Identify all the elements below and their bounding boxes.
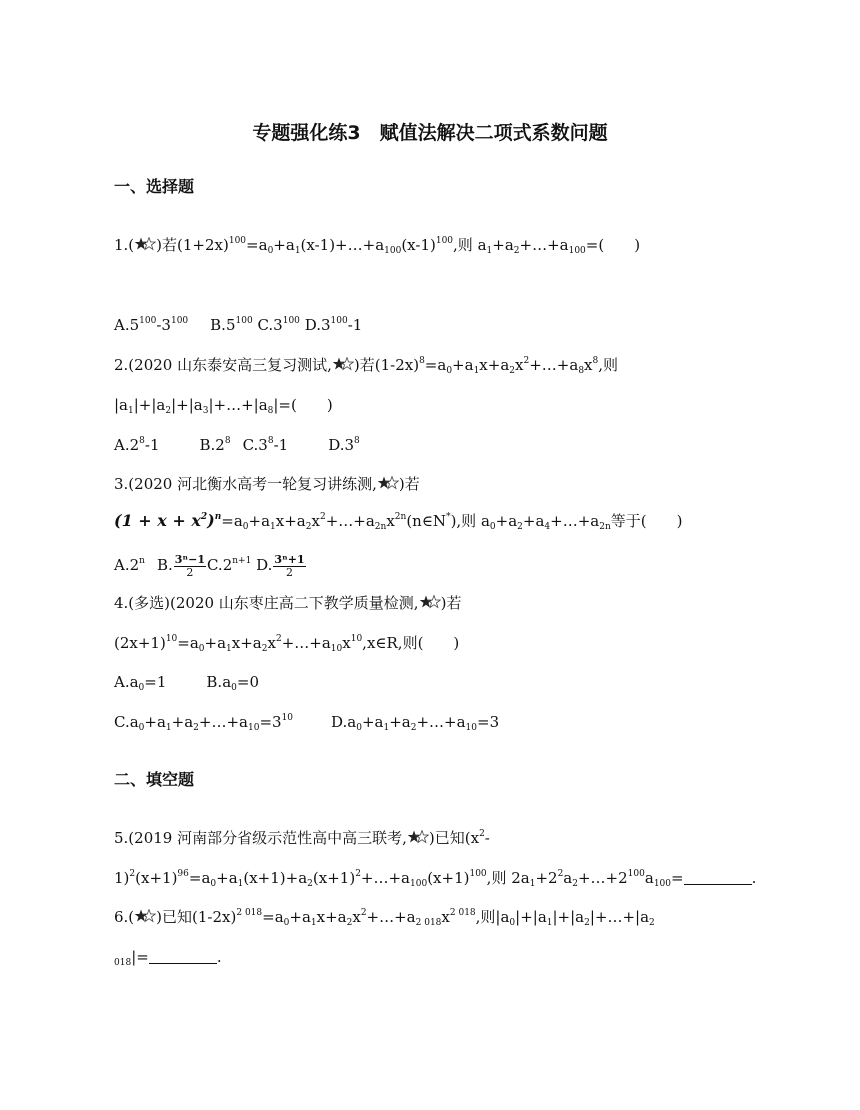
sub: 1: [529, 879, 536, 889]
q-text: +…+a: [366, 908, 416, 926]
q-text: (x+1): [427, 869, 470, 887]
q-text: =a: [262, 908, 284, 926]
section-heading-choice: 一、选择题: [114, 177, 195, 196]
q-text: ,则|a: [475, 908, 510, 926]
question-4-line-2: [114, 634, 459, 652]
difficulty-star-icon: [377, 476, 399, 490]
numerator: 3ⁿ+1: [274, 552, 305, 566]
exp: *: [446, 512, 451, 522]
sub: 2: [346, 918, 353, 928]
q-text: x: [515, 356, 524, 374]
answer-blank[interactable]: [684, 870, 752, 885]
q-text: +a: [492, 236, 514, 254]
opt-text: A.2: [114, 436, 140, 454]
question-number: 1.(: [114, 236, 135, 254]
sub: 1: [294, 246, 301, 256]
sub: 2: [572, 879, 578, 889]
question-number: 5.(2019 河南部分省级示范性高中高三联考,: [114, 829, 407, 847]
exp: 2: [200, 512, 208, 522]
question-6-line-2: [114, 948, 222, 966]
q-text: |+|a: [515, 908, 547, 926]
opt-text: +a: [144, 713, 166, 731]
sub: 2: [307, 879, 313, 889]
sub: 2: [410, 723, 417, 733]
q-text: x: [386, 512, 395, 530]
q-text: (1-2x): [192, 908, 237, 926]
exp: 8: [224, 436, 231, 446]
q-text: (x+1): [312, 869, 356, 887]
sub: 8: [578, 366, 585, 376]
q-text: +a: [495, 512, 518, 530]
q-text: +…+a: [325, 512, 375, 530]
opt-text: C.3: [242, 436, 268, 454]
q-text: +…+a: [529, 356, 579, 374]
option-b[interactable]: [200, 436, 231, 454]
q-text: ,则 a: [453, 236, 487, 254]
question-4-options-2: [114, 713, 499, 731]
question-number: 3.(2020 河北衡水高考一轮复习讲练测,: [114, 475, 377, 493]
q-text: +a: [522, 512, 545, 530]
sub: 2: [261, 644, 268, 654]
exp: 10: [350, 634, 363, 644]
section-heading-fill: 二、填空题: [114, 770, 195, 789]
q-text: )已知(x: [428, 829, 480, 847]
sub: 0: [509, 918, 516, 928]
q-text: +a: [273, 236, 295, 254]
sub: 1: [310, 918, 317, 928]
sub: 100: [653, 879, 671, 889]
sub: 2: [509, 366, 516, 376]
option-c[interactable]: [114, 713, 293, 731]
denominator: 2: [285, 565, 293, 579]
q-text: (2x+1): [114, 634, 166, 652]
question-2-line-2: [114, 396, 333, 414]
opt-text: +…+a: [416, 713, 466, 731]
sub: 2: [165, 406, 172, 416]
exp: 100: [282, 316, 300, 326]
sub: 0: [283, 918, 290, 928]
q-text: ,则 2a: [486, 869, 530, 887]
sub: 0: [489, 522, 496, 532]
sub: 0: [242, 522, 249, 532]
q-text: x: [441, 908, 450, 926]
q-text: x: [352, 908, 361, 926]
fraction: [273, 554, 305, 579]
exp: 100: [139, 316, 157, 326]
q-text: |+…+|a: [589, 908, 650, 926]
exp: n: [214, 512, 222, 522]
opt-text: B.a: [206, 673, 232, 691]
q-text: =a: [246, 236, 268, 254]
difficulty-star-icon: [134, 909, 156, 923]
sub: 2 018: [415, 918, 442, 928]
opt-text: -1: [273, 436, 289, 454]
exp: n+1: [232, 556, 252, 566]
question-number: 2.(2020 山东泰安高三复习测试,: [114, 356, 332, 374]
exp: 8: [139, 436, 145, 446]
q-text: (x+1): [135, 869, 178, 887]
q-text: )若: [398, 475, 420, 493]
question-4: [114, 594, 461, 612]
q-text: |+…+|a: [208, 396, 268, 414]
option-d[interactable]: [331, 713, 499, 731]
option-c[interactable]: [257, 316, 299, 334]
option-b[interactable]: [156, 552, 207, 579]
exp: 2: [479, 829, 485, 839]
exp: 100: [170, 316, 189, 326]
sub: 0: [138, 683, 145, 693]
opt-text: +a: [389, 713, 411, 731]
sub: 1: [546, 918, 553, 928]
opt-text: =1: [144, 673, 167, 691]
opt-text: -1: [144, 436, 160, 454]
difficulty-star-icon: [407, 830, 429, 844]
q-text: =( ): [585, 236, 641, 254]
q-text: +…+a: [281, 634, 331, 652]
exp: 2: [129, 869, 136, 879]
question-1: [114, 236, 640, 254]
q-text: |=( ): [273, 396, 333, 414]
q-text: +2: [535, 869, 558, 887]
q-text: |=: [131, 948, 149, 966]
q-text: =a: [177, 634, 199, 652]
answer-blank[interactable]: [149, 949, 217, 964]
q-text: +…+a: [360, 869, 411, 887]
exp: 2n: [394, 512, 407, 522]
sub: 1: [226, 644, 232, 654]
sub: 10: [247, 723, 260, 733]
q-text: +a: [248, 512, 271, 530]
q-text: 1): [114, 869, 130, 887]
q-text: |+|a: [171, 396, 203, 414]
q-text: (1+2x): [177, 236, 229, 254]
q-text: =a: [221, 512, 243, 530]
exp: 100: [330, 316, 348, 326]
q-text: +…+a: [519, 236, 569, 254]
option-b[interactable]: [206, 673, 259, 691]
sub: 3: [202, 406, 209, 416]
q-text: +a: [216, 869, 238, 887]
sub: 018: [114, 958, 132, 968]
question-5-line-2: [114, 869, 756, 887]
q-text: (n∈N: [406, 512, 447, 530]
exp: 100: [435, 236, 454, 246]
opt-text: +a: [171, 713, 194, 731]
q-text: (1-2x): [374, 356, 420, 374]
opt-text: D.: [256, 556, 273, 574]
opt-text: -3: [156, 316, 171, 334]
opt-text: B.5: [210, 316, 236, 334]
option-d[interactable]: [305, 316, 363, 334]
q-text: =: [671, 869, 684, 887]
opt-text: +…+a: [198, 713, 248, 731]
opt-text: =0: [236, 673, 259, 691]
sub: 10: [465, 723, 477, 733]
sub: 0: [198, 644, 205, 654]
question-4-options-1: [114, 673, 259, 691]
q-text: x: [267, 634, 276, 652]
sub: 1: [165, 723, 172, 733]
exp: 96: [177, 869, 189, 879]
question-number: 4.(多选)(2020 山东枣庄高二下教学质量检测,: [114, 594, 419, 612]
sub: 2n: [599, 522, 611, 532]
option-a[interactable]: [114, 436, 160, 454]
opt-text: C.a: [114, 713, 139, 731]
q-text: =a: [188, 869, 211, 887]
opt-text: C.2: [206, 556, 233, 574]
math-expression: [114, 511, 221, 530]
q-text: x+a: [479, 356, 510, 374]
q-text: a: [563, 869, 573, 887]
exp: 100: [235, 316, 253, 326]
question-2: [114, 356, 618, 374]
option-a[interactable]: [114, 316, 188, 334]
exp: 2: [275, 634, 282, 644]
q-text: a: [644, 869, 654, 887]
opt-text: D.3: [328, 436, 355, 454]
q-text: x: [342, 634, 351, 652]
sub: 100: [384, 246, 402, 256]
sub: 0: [138, 723, 145, 733]
question-number: 6.(: [114, 908, 135, 926]
math-text: ): [207, 511, 215, 530]
question-1-options: [114, 316, 362, 334]
sub: 10: [330, 644, 343, 654]
exp: 100: [228, 236, 247, 246]
sub: 1: [270, 522, 276, 532]
opt-text: A.2: [114, 556, 140, 574]
difficulty-star-icon: [134, 237, 156, 251]
exp: 2: [355, 869, 361, 879]
q-text: x+a: [275, 512, 306, 530]
exp: 2 018: [449, 908, 476, 918]
q-text: ,x∈R,则( ): [362, 634, 460, 652]
fraction: [174, 554, 206, 579]
exp: 8: [419, 356, 425, 366]
q-text: |a: [114, 396, 128, 414]
opt-text: -1: [347, 316, 363, 334]
question-3-line-2: [114, 512, 682, 530]
question-6: [114, 908, 655, 926]
exp: 2 018: [236, 908, 263, 918]
exp: 100: [469, 869, 487, 879]
difficulty-star-icon: [332, 357, 354, 371]
sub: 2: [517, 522, 523, 532]
page-title: 专题强化练3 赋值法解决二项式系数问题: [252, 122, 608, 144]
exp: 10: [281, 713, 294, 723]
q-text: +a: [204, 634, 227, 652]
sub: 0: [356, 723, 362, 733]
sub: 2: [584, 918, 590, 928]
exp: 10: [165, 634, 178, 644]
exp: n: [139, 556, 145, 566]
exp: 2: [523, 356, 530, 366]
difficulty-star-icon: [419, 595, 441, 609]
q-text: )若: [156, 236, 178, 254]
exp: 8: [354, 436, 360, 446]
sub: 100: [410, 879, 428, 889]
q-text: .: [216, 948, 222, 966]
option-a[interactable]: [114, 556, 145, 574]
q-text: x: [311, 512, 320, 530]
sub: 2: [513, 246, 520, 256]
denominator: 2: [186, 565, 194, 579]
option-c[interactable]: [207, 556, 251, 574]
q-text: 等于( ): [610, 512, 683, 530]
numerator: 3ⁿ−1: [174, 552, 205, 566]
question-3: [114, 475, 420, 493]
exp: 100: [627, 869, 645, 879]
opt-text: B.: [156, 556, 173, 574]
sub: 0: [231, 683, 237, 693]
q-text: +…+2: [577, 869, 628, 887]
opt-text: D.3: [304, 316, 331, 334]
question-2-options: [114, 436, 360, 454]
opt-text: C.3: [257, 316, 283, 334]
exp: 2: [319, 512, 326, 522]
opt-text: A.5: [114, 316, 140, 334]
sub: 2: [305, 522, 312, 532]
exp: 2: [360, 908, 367, 918]
sub: 4: [544, 522, 551, 532]
q-text: x+a: [316, 908, 347, 926]
sub: 2: [193, 723, 199, 733]
q-text: =a: [424, 356, 447, 374]
opt-text: =3: [477, 713, 500, 731]
sub: 8: [267, 406, 274, 416]
q-text: x+a: [231, 634, 262, 652]
opt-text: +a: [361, 713, 384, 731]
q-text: +…+a: [550, 512, 600, 530]
q-text: ,则: [598, 356, 619, 374]
math-text: (1 + x + x: [114, 511, 201, 530]
opt-text: =3: [259, 713, 282, 731]
option-a[interactable]: [114, 673, 166, 691]
q-text: .: [751, 869, 757, 887]
q-text: (x-1)+…+a: [300, 236, 385, 254]
sub: 0: [446, 366, 453, 376]
opt-text: B.2: [199, 436, 225, 454]
option-d[interactable]: [256, 552, 307, 579]
sub: 0: [210, 879, 217, 889]
sub: 1: [237, 879, 244, 889]
sub: 2: [649, 918, 655, 928]
q-text: |+|a: [133, 396, 166, 414]
question-3-options: [114, 552, 307, 579]
option-d[interactable]: [328, 436, 360, 454]
sub: 1: [128, 406, 134, 416]
sub: 2n: [374, 522, 387, 532]
sub: 1: [486, 246, 493, 256]
option-c[interactable]: [243, 436, 289, 454]
opt-text: A.a: [114, 673, 139, 691]
sub: 1: [473, 366, 480, 376]
exp: 2: [557, 869, 564, 879]
q-text: (x+1)+a: [243, 869, 308, 887]
option-b[interactable]: [210, 316, 253, 334]
q-text: )若: [440, 594, 462, 612]
q-text: (x-1): [401, 236, 436, 254]
q-text: |+|a: [552, 908, 585, 926]
sub: 1: [383, 723, 390, 733]
q-text: +a: [289, 908, 311, 926]
q-text: +a: [452, 356, 474, 374]
q-text: x: [584, 356, 593, 374]
sub: 100: [568, 246, 586, 256]
question-5: [114, 829, 490, 847]
sub: 0: [267, 246, 274, 256]
q-text: )已知: [156, 908, 193, 926]
exp: 8: [267, 436, 274, 446]
opt-text: D.a: [331, 713, 357, 731]
q-text: ),则 a: [450, 512, 490, 530]
q-text: )若: [353, 356, 375, 374]
q-text: -: [484, 829, 490, 847]
exp: 8: [592, 356, 599, 366]
